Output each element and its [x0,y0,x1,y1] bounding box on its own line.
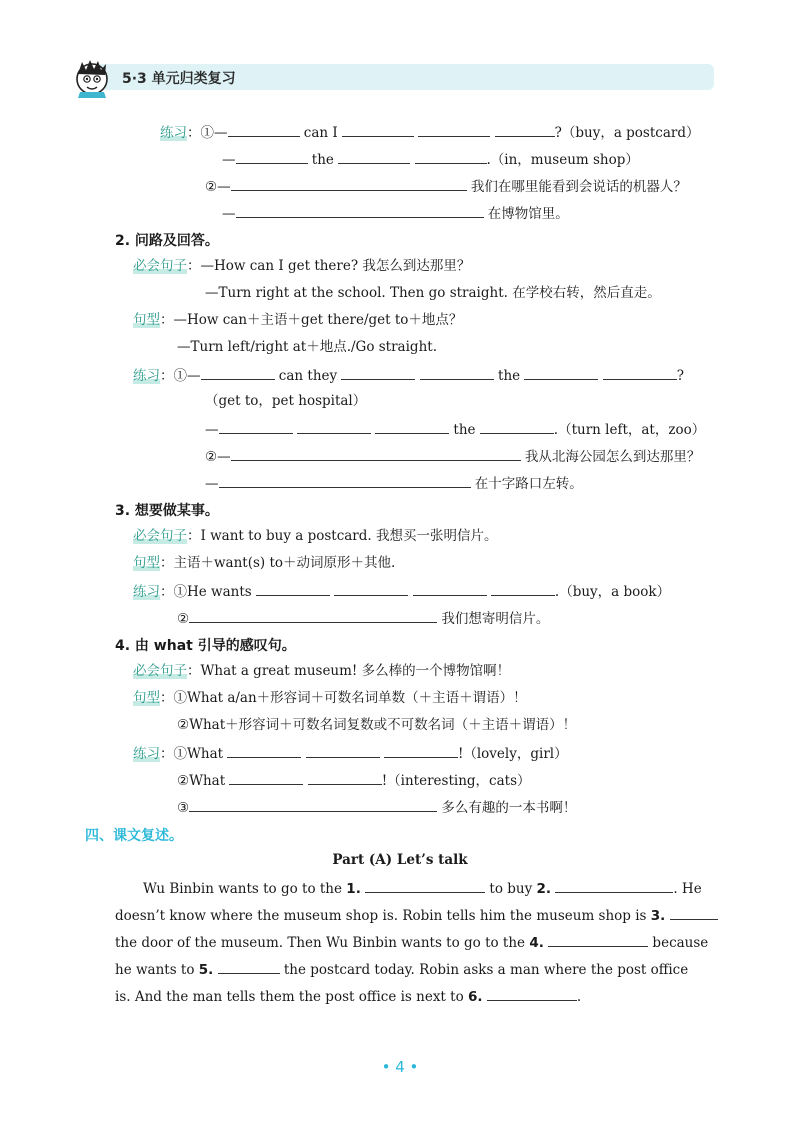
answer-blank[interactable] [229,770,303,785]
text: ：①What a/an＋形容词＋可数名词单数（＋主语＋谓语）！ [160,690,527,706]
text: 我们想寄明信片。 [441,611,550,627]
answer-blank[interactable] [495,122,555,137]
text: — [205,422,219,438]
text: . [576,989,582,1005]
s4-pattern-1 [133,689,527,707]
part-subtitle: Part (A) Let’s talk [332,852,468,868]
answer-blank[interactable] [375,419,449,434]
blank-number: 1. [346,881,361,897]
answer-blank[interactable] [415,149,487,164]
section-3-title: 3. 想要做某事。 [115,503,219,519]
s3-practice-1 [133,581,670,601]
answer-blank[interactable] [189,797,437,812]
text: Wu Binbin wants to go to the [143,881,347,897]
answer-blank[interactable] [228,122,300,137]
text: .（in，museum shop） [486,152,639,168]
s2-practice-4 [205,473,583,493]
text: the postcard today. Robin asks a man where the post office [279,962,689,978]
answer-blank[interactable] [231,446,521,461]
retell-line-2 [115,905,715,924]
section-4-title: 4. 由 what 引导的感叹句。 [115,638,296,654]
blank-number: 6. [468,989,483,1005]
answer-blank[interactable] [413,581,487,596]
text: ：①— [187,125,228,141]
text: .（turn left，at，zoo） [553,422,706,438]
blank-number: 4. [529,935,544,951]
text: to buy [485,881,537,897]
s4-must [133,662,510,680]
answer-blank[interactable] [306,743,380,758]
text: 在十字路口左转。 [474,476,583,492]
answer-blank[interactable] [524,365,598,380]
text: 多么有趣的一本书啊！ [441,800,577,816]
answer-blank[interactable] [603,365,677,380]
answer-blank[interactable] [219,419,293,434]
answer-blank[interactable] [548,932,648,947]
answer-blank[interactable] [365,878,485,893]
s2-practice-1 [133,365,684,385]
s1-line2 [222,149,639,169]
answer-blank[interactable] [227,743,301,758]
s4-practice-2 [177,770,531,790]
answer-blank[interactable] [338,149,410,164]
answer-blank[interactable] [670,905,718,920]
pattern-tag: 句型 [133,690,160,706]
s4-practice-3 [177,797,576,817]
practice-tag: 练习 [160,125,187,141]
pattern-tag: 句型 [133,555,160,571]
s3-pattern [133,554,395,572]
text: ：I want to buy a postcard. 我想买一张明信片。 [187,528,498,544]
answer-blank[interactable] [491,581,555,596]
practice-tag: 练习 [133,368,160,384]
s2-pattern-2: —Turn left/right at＋地点./Go straight. [177,339,437,355]
answer-blank[interactable] [487,986,577,1001]
answer-blank[interactable] [256,581,330,596]
text: . He [673,881,702,897]
answer-blank[interactable] [308,770,382,785]
s1-line3 [205,176,687,196]
answer-blank[interactable] [297,419,371,434]
s3-must [133,527,498,545]
s1-line1 [160,122,700,142]
retell-line-4 [115,959,715,978]
answer-blank[interactable] [189,608,437,623]
text: ：①What [160,746,224,762]
text: ②— [205,449,231,465]
text: 我从北海公园怎么到达那里？ [524,449,701,465]
text: ②— [205,179,231,195]
practice-tag: 练习 [133,584,160,600]
s2-must-2: —Turn right at the school. Then go straight. 在学校右转，然后直走。 [205,285,661,301]
text: can I [303,125,338,141]
s3-practice-2 [177,608,549,628]
answer-blank[interactable] [420,365,494,380]
text: he wants to [115,962,199,978]
text: !（lovely，girl） [457,746,568,762]
text: 在博物馆里。 [487,206,569,222]
text: ：—How can＋主语＋get there/get to＋地点？ [160,312,463,328]
text: ：—How can I get there? 我怎么到达那里？ [187,258,471,274]
boy-mascot-icon [70,58,114,98]
text: ③ [177,800,190,816]
s2-practice-2 [205,419,705,439]
s2-practice-1-hint: （get to，pet hospital） [205,393,367,409]
answer-blank[interactable] [236,149,308,164]
answer-blank[interactable] [218,959,280,974]
blank-number: 3. [650,908,666,924]
text: the [311,152,334,168]
text: 我们在哪里能看到会说话的机器人？ [470,179,687,195]
answer-blank[interactable] [480,419,554,434]
text: ②What [177,773,226,789]
answer-blank[interactable] [384,743,458,758]
answer-blank[interactable] [334,581,408,596]
page-number: • 4 • [381,1058,419,1076]
text: !（interesting，cats） [381,773,531,789]
s1-line4 [222,203,569,223]
retell-line-3 [115,932,715,951]
page-header [70,58,715,94]
text: the [498,368,521,384]
section-retell-title: 四、课文复述。 [85,828,183,844]
text: ? [676,368,684,384]
section-2-title: 2. 问路及回答。 [115,233,219,249]
text: can they [278,368,338,384]
answer-blank[interactable] [201,365,275,380]
text: because [648,935,709,951]
text: — [222,206,236,222]
text: is. And the man tells them the post office is next to [115,989,468,1005]
retell-line-1 [143,878,743,897]
s4-practice-1 [133,743,568,763]
text: the [453,422,476,438]
s2-pattern-1 [133,311,462,329]
must-tag: 必会句子 [133,258,187,274]
text: ：What a great museum! 多么棒的一个博物馆啊！ [187,663,511,679]
must-tag: 必会句子 [133,663,187,679]
answer-blank[interactable] [236,203,484,218]
text: ?（buy，a postcard） [554,125,700,141]
pattern-tag: 句型 [133,312,160,328]
answer-blank[interactable] [555,878,673,893]
blank-number: 5. [198,962,214,978]
text: ：主语＋want(s) to＋动词原形＋其他. [160,555,396,571]
text: doesn’t know where the museum shop is. Robin tells him the museum shop is [115,908,651,924]
retell-line-5 [115,986,715,1005]
s2-practice-3 [205,446,700,466]
answer-blank[interactable] [219,473,471,488]
text: — [205,476,219,492]
text: .（buy，a book） [554,584,671,600]
s2-must-1 [133,257,470,275]
header-title: 5·3 单元归类复习 [122,71,236,87]
text: ：①— [160,368,201,384]
text: ：①He wants [160,584,252,600]
text: — [222,152,236,168]
practice-tag: 练习 [133,746,160,762]
s4-pattern-2: ②What＋形容词＋可数名词复数或不可数名词（＋主语＋谓语）！ [177,717,577,733]
blank-number: 2. [536,881,552,897]
text: ② [177,611,190,627]
answer-blank[interactable] [418,122,490,137]
answer-blank[interactable] [341,365,415,380]
must-tag: 必会句子 [133,528,187,544]
answer-blank[interactable] [231,176,467,191]
answer-blank[interactable] [342,122,414,137]
text: the door of the museum. Then Wu Binbin wants to go to the [115,935,530,951]
